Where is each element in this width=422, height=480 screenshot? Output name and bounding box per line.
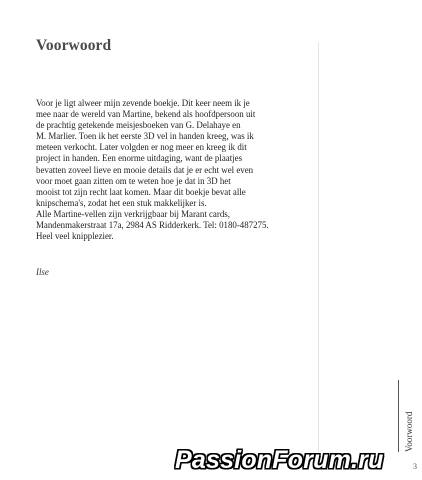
body-line: bevatten zoveel lieve en mooie details dat je er echt wel even — [36, 164, 254, 175]
body-line: Voor je ligt alweer mijn zevende boekje. Dit keer neem ik je — [36, 98, 250, 108]
page-title: Voorwoord — [36, 37, 112, 54]
body-line: de prachtig getekende meisjesboeken van G. Delahaye en — [36, 120, 241, 131]
watermark-text: PassionForum.ru — [175, 446, 384, 474]
body-line: Alle Martine-vellen zijn verkrijgbaar bij Marant cards, — [36, 208, 230, 219]
body-line: voor moet gaan zitten om te weten hoe je dat in 3D het — [36, 175, 231, 186]
body-line: meteen verkocht. Later volgden er nog meer en kreeg ik dit — [36, 142, 247, 153]
signature: Ilse — [36, 267, 49, 277]
body-line: Mandenmakerstraat 17a, 2984 AS Ridderkerk. Tel: 0180-487275. — [36, 220, 269, 231]
side-divider — [398, 380, 399, 452]
body-line: mee naar de wereld van Martine, bekend als hoofdpersoon uit — [36, 109, 256, 120]
side-section-label: Voorwoord — [404, 411, 414, 452]
page-number: 3 — [413, 462, 417, 471]
margin-rule — [318, 42, 319, 452]
body-line: project in handen. Een enorme uitdaging, want de plaatjes — [36, 153, 243, 164]
body-line: mooist tot zijn recht laat komen. Maar dit boekje bevat alle — [36, 186, 246, 197]
body-line: Heel veel knipplezier. — [36, 231, 114, 242]
body-text — [36, 98, 326, 242]
body-line: M. Marlier. Toen ik het eerste 3D vel in handen kreeg, was ik — [36, 131, 254, 142]
body-line: knipschema's, zodat het een stuk makkelijker is. — [36, 197, 207, 208]
